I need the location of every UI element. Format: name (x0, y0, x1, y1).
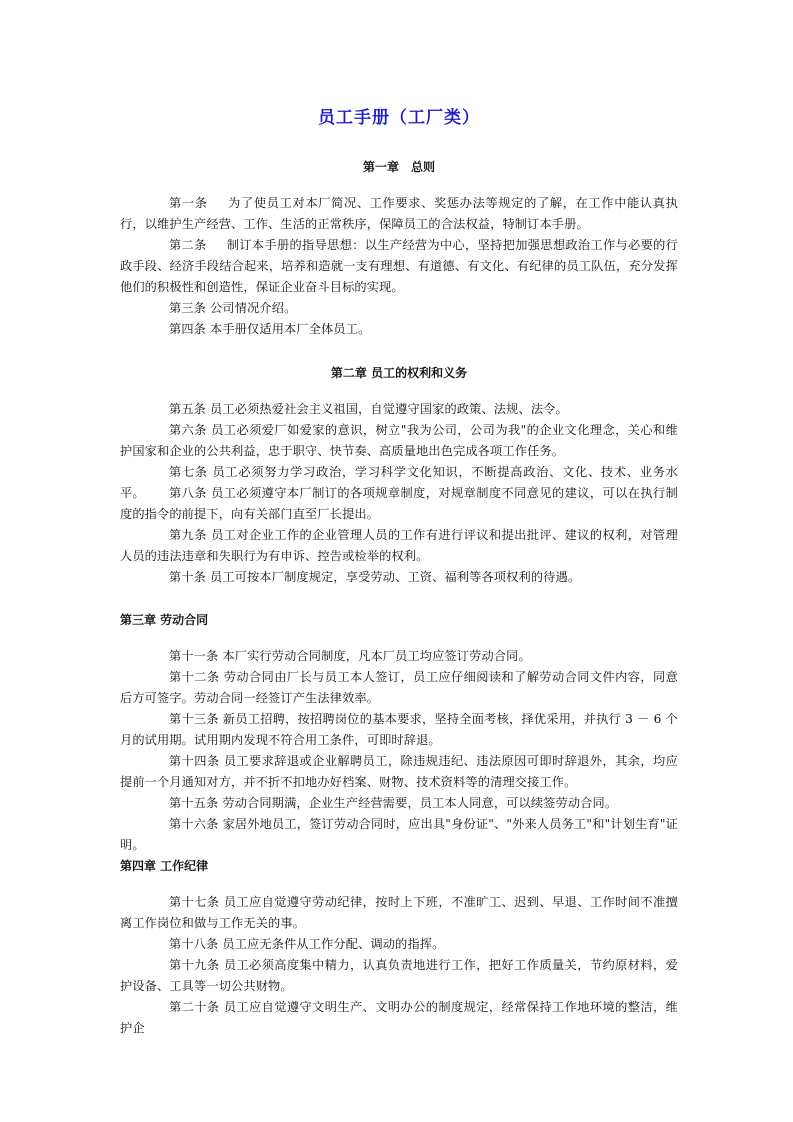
article-text: 员工必须努力学习政治，学习科学文化知识，不断提高政治、文化、技术、业务水平。 (120, 465, 678, 500)
article (120, 751, 678, 793)
article-label: 第十七条 (169, 895, 220, 909)
article-label: 第三条 (169, 301, 207, 315)
article-text: 制订本手册的指导思想：以生产经营为中心，坚持把加强思想政治工作与必要的行政手段、经济手段结合起来，培养和造就一支有理想、有道德、有文化、有纪律的员工队伍，充分发挥他们的积极性和创造性，保证企业奋斗目标的实现。 (120, 238, 679, 294)
article-text: 员工对企业工作的企业管理人员的工作有进行评议和提出批评、建议的权利，对管理人员的违法违章和失职行为有申诉、控告或检举的权利。 (120, 528, 678, 563)
chapter-heading: 第一章 总则 (362, 160, 435, 174)
article-text: 员工应自觉遵守文明生产、文明办公的制度规定，经常保持工作地环境的整洁，维护企 (120, 1000, 678, 1035)
article-text: 本厂实行劳动合同制度，凡本厂员工均应签订劳动合同。 (222, 649, 531, 663)
chapter-heading: 第四章 工作纪律 (120, 859, 209, 873)
article (120, 399, 678, 420)
article-label: 第九条 (169, 528, 207, 542)
article-label: 第十一条 (169, 649, 219, 663)
article-text: 员工应自觉遵守劳动纪律，按时上下班，不准旷工、迟到、早退、工作时间不准擅离工作岗位和做与工作无关的事。 (120, 895, 678, 930)
article (120, 793, 678, 814)
article-label: 第四条 (169, 322, 207, 336)
article-text: 家居外地员工，签订劳动合同时，应出具"身份证"、"外来人员务工"和"计划生育"证明。 (120, 817, 678, 852)
article-text: 员工应无条件从工作分配、调动的指挥。 (222, 937, 445, 951)
article-text: 员工必须热爱社会主义祖国，自觉遵守国家的政策、法规、法令。 (210, 402, 568, 416)
article (120, 646, 678, 667)
article (120, 420, 678, 462)
article (120, 193, 678, 235)
article-label: 第五条 (169, 402, 207, 416)
article-label: 第七条 (169, 465, 208, 479)
article-text: 劳动合同由厂长与员工本人签订，员工应仔细阅读和了解劳动合同文件内容，同意后方可签字。劳动合同一经签订产生法律效率。 (120, 670, 678, 705)
article-label: 第十四条 (169, 754, 220, 768)
article-label: 第八条 (169, 486, 207, 500)
article (120, 483, 678, 525)
article-text: 公司情况介绍。 (210, 301, 297, 315)
article-text: 为了使员工对本厂简况、工作要求、奖惩办法等规定的了解，在工作中能认真执行，以维护生产经营、工作、生活的正常秩序，保障员工的合法权益，特制订本手册。 (120, 196, 679, 231)
article-label: 第十八条 (169, 937, 219, 951)
article-label: 第十五条 (169, 796, 219, 810)
article-text: 员工必须爱厂如爱家的意识，树立"我为公司，公司为我"的企业文化理念，关心和维护国家和企业的公共利益，忠于职守、快节奏、高质量地出色完成各项工作任务。 (120, 423, 678, 458)
article (120, 892, 678, 934)
article-label: 第二条 (169, 238, 207, 252)
article (120, 934, 678, 955)
chapter-heading: 第三章 劳动合同 (120, 613, 209, 627)
article-label: 第十条 (169, 570, 207, 584)
article-label: 第六条 (169, 423, 207, 437)
article-label: 第十九条 (169, 958, 220, 972)
article-text: 本手册仅适用本厂全体员工。 (210, 322, 371, 336)
chapter-heading: 第二章 员工的权利和义务 (330, 366, 468, 380)
document-title: 员工手册（工厂类） (318, 108, 480, 128)
article-text: 员工必须高度集中精力，认真负责地进行工作，把好工作质量关，节约原材料，爱护设备、工具等一切公共财物。 (120, 958, 678, 993)
article-label: 第十六条 (169, 817, 219, 831)
article (120, 709, 678, 751)
article-label: 第一条 (169, 196, 208, 210)
article-text: 员工必须遵守本厂制订的各项规章制度，对规章制度不同意见的建议，可以在执行制度的指令的前提下，向有关部门直至厂长提出。 (120, 486, 678, 521)
article-text: 劳动合同期满，企业生产经营需要，员工本人同意，可以续签劳动合同。 (222, 796, 618, 810)
article-text: 员工要求辞退或企业解聘员工，除违规违纪、违法原因可即时辞退外，其余，均应提前一个月通知对方，并不折不扣地办好档案、财物、技术资料等的清理交接工作。 (120, 754, 678, 789)
article (120, 667, 678, 709)
article (120, 298, 678, 319)
article-label: 第十二条 (169, 670, 220, 684)
article (120, 814, 678, 856)
article (120, 525, 678, 567)
article-text: 员工可按本厂制度规定，享受劳动、工资、福利等各项权利的待遇。 (210, 570, 581, 584)
article-label: 第十三条 (169, 712, 219, 726)
article-text: 新员工招聘，按招聘岗位的基本要求，坚持全面考核，择优采用，并执行 3 － 6 个月的试用期。试用期内发现不符合用工条件，可即时辞退。 (120, 712, 678, 747)
article (120, 567, 678, 588)
article (120, 955, 678, 997)
article (120, 235, 678, 298)
article (120, 997, 678, 1039)
article (120, 319, 678, 340)
article-label: 第二十条 (169, 1000, 220, 1014)
